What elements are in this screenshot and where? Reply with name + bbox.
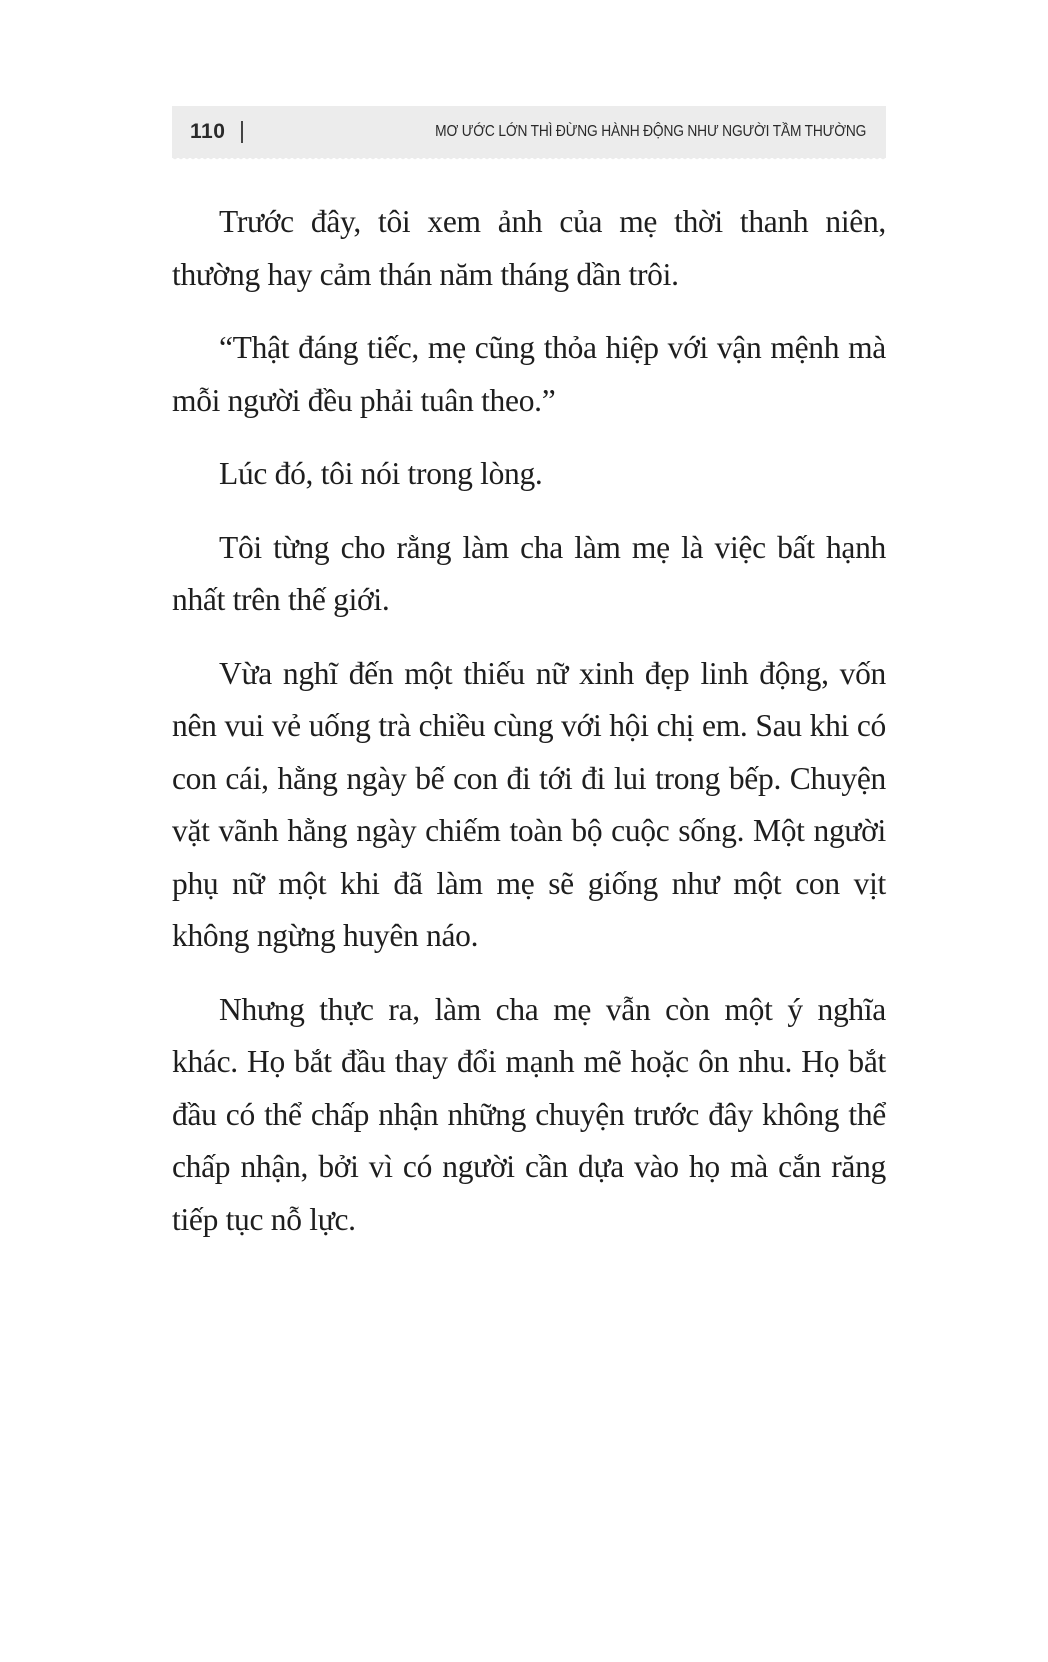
running-title: MƠ ƯỚC LỚN THÌ ĐỪNG HÀNH ĐỘNG NHƯ NGƯỜI TẦM THƯỜNG	[434, 123, 866, 140]
paragraph: Lúc đó, tôi nói trong lòng.	[219, 456, 543, 491]
page-number: 110	[190, 120, 226, 143]
paragraph: Tôi từng cho rằng làm cha làm mẹ là việc bất hạnh nhất trên thế giới.	[172, 529, 886, 617]
paragraph: “Thật đáng tiếc, mẹ cũng thỏa hiệp với vận mệnh mà mỗi người đều phải tuân theo.”	[172, 330, 886, 418]
paragraph: Trước đây, tôi xem ảnh của mẹ thời thanh niên, thường hay cảm thán năm tháng dần trôi.	[172, 204, 886, 292]
header-left	[190, 120, 243, 144]
page-body	[172, 196, 886, 1267]
paragraph: Vừa nghĩ đến một thiếu nữ xinh đẹp linh động, vốn nên vui vẻ uống trà chiều cùng với hội chị em. Sau khi có con cái, hằng ngày bế con đi tới đi lui trong bếp. Chuyện vặt vãnh hằng ngày chiếm toàn bộ cuộc sống. Một người phụ nữ một khi đã làm mẹ sẽ giống như một con vịt không ngừng huyên náo.	[172, 655, 886, 953]
paragraph: Nhưng thực ra, làm cha mẹ vẫn còn một ý nghĩa khác. Họ bắt đầu thay đổi mạnh mẽ hoặc ôn nhu. Họ bắt đầu có thể chấp nhận những chuyện trước đây không thể chấp nhận, bởi vì có người cần dựa vào họ mà cắn răng tiếp tục nỗ lực.	[172, 991, 886, 1237]
header-divider	[241, 121, 243, 143]
page-header	[172, 106, 886, 158]
